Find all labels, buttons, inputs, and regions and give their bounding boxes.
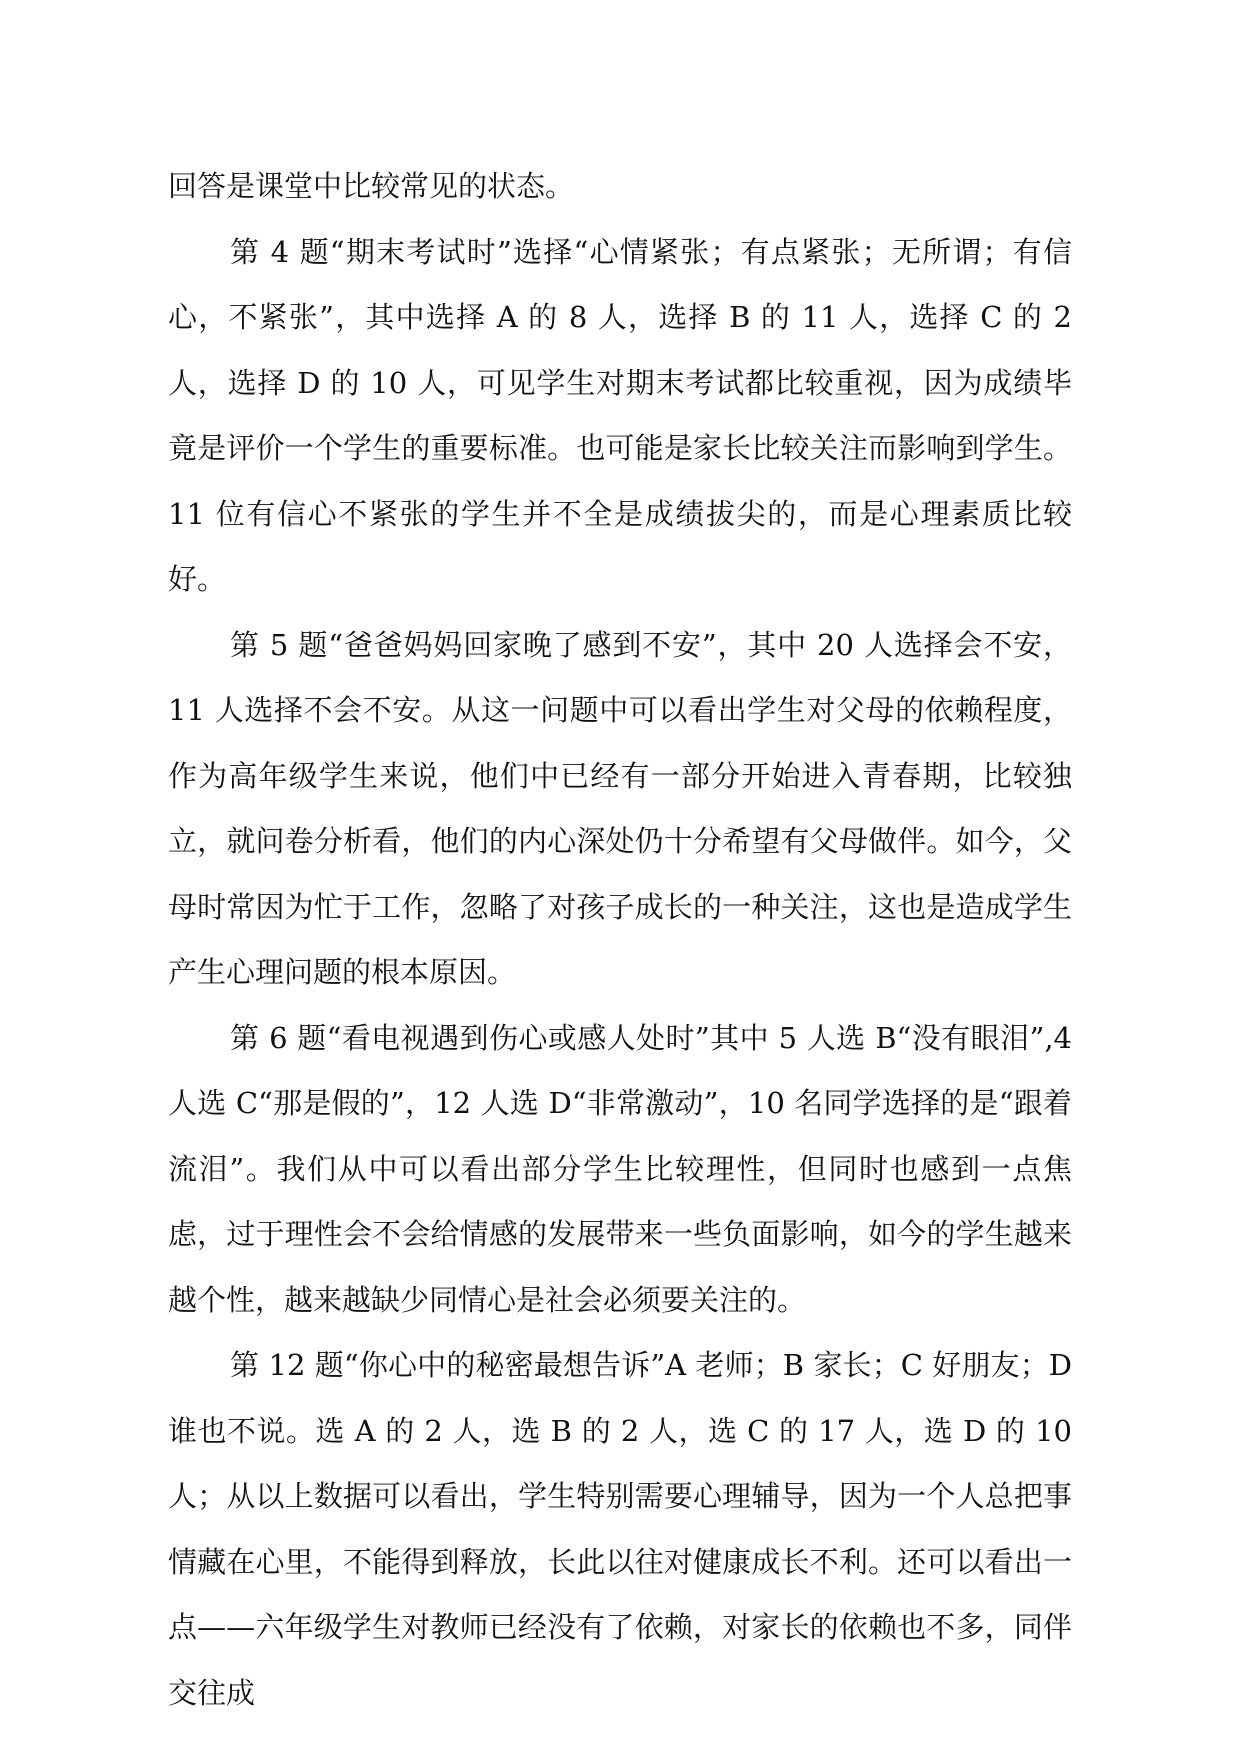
paragraph-question-6: 第 6 题“看电视遇到伤心或感人处时”其中 5 人选 B“没有眼泪”,4 人选 C“那是假的”，12 人选 D“非常激动”，10 名同学选择的是“跟着流泪”。我们从中可以看出部分学生比较理性，但同时也感到一点焦虑，过于理性会不会给情感的发展带来一些负面影响，如今的学生越来越个性，越来越缺少同情心是社会必须要关注的。 xyxy=(168,1020,1072,1317)
paragraph-question-5: 第 5 题“爸爸妈妈回家晚了感到不安”，其中 20 人选择会不安，11 人选择不会不安。从这一问题中可以看出学生对父母的依赖程度，作为高年级学生来说，他们中已经有一部分开始进入青春期，比较独立，就问卷分析看，他们的内心深处仍十分希望有父母做伴。如今，父母时常因为忙于工作，忽略了对孩子成长的一种关注，这也是造成学生产生心理问题的根本原因。 xyxy=(168,627,1072,989)
paragraph-question-12: 第 12 题“你心中的秘密最想告诉”A 老师；B 家长；C 好朋友；D 谁也不说。选 A 的 2 人，选 B 的 2 人，选 C 的 17 人，选 D 的 10 人；从以上数据可以看出，学生特别需要心理辅导，因为一个人总把事情藏在心里，不能得到释放，长此以往对健康成长不利。还可以看出一点——六年级学生对教师已经没有了依赖，对家长的依赖也不多，同伴交往成 xyxy=(168,1348,1072,1710)
paragraph-question-4: 第 4 题“期末考试时”选择“心情紧张；有点紧张；无所谓；有信心，不紧张”，其中选择 A 的 8 人，选择 B 的 11 人，选择 C 的 2 人，选择 D 的 10 人，可见学生对期末考试都比较重视，因为成绩毕竟是评价一个学生的重要标准。也可能是家长比较关注而影响到学生。11 位有信心不紧张的学生并不全是成绩拔尖的，而是心理素质比较好。 xyxy=(168,234,1072,596)
document-body xyxy=(168,154,1072,1726)
paragraph-continuation: 回答是课堂中比较常见的状态。 xyxy=(168,169,575,203)
